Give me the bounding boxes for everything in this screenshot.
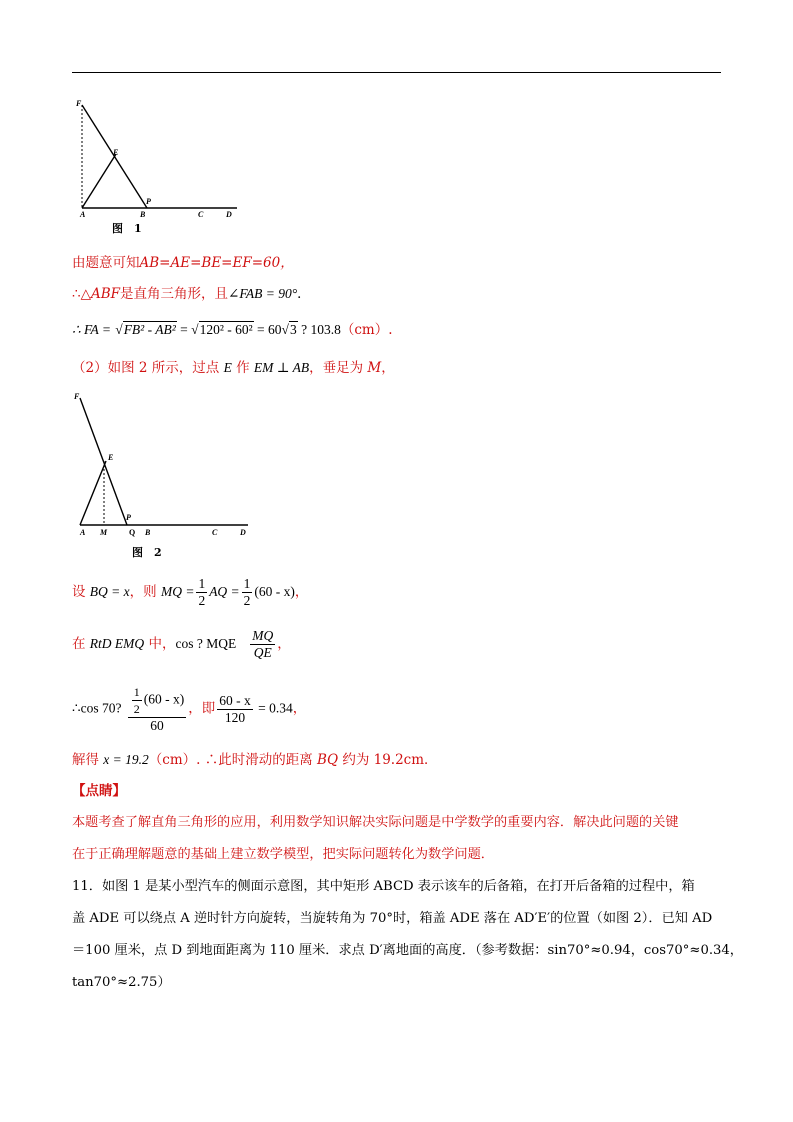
fig2-label-b: B <box>145 528 151 537</box>
solve-text: 解得 <box>72 752 104 768</box>
solution-end: 约为 19.2cm． <box>338 752 438 768</box>
angle-fab: ∠FAB = 90° <box>228 286 298 301</box>
given-text: 由题意可知 <box>72 255 140 271</box>
half-den-1: 2 <box>198 593 206 608</box>
inner-half-num: 1 <box>133 685 140 699</box>
half-den-2: 2 <box>243 593 251 608</box>
problem-11-line-3: ＝100 厘米，点 D 到地面距离为 110 厘米．求点 D′离地面的高度．（参考数据：sin70°≈0.94，cos70°≈0.34， <box>72 943 743 958</box>
half-num-1: 1 <box>198 576 206 591</box>
half-num-2: 1 <box>243 576 251 591</box>
bq-label: BQ <box>317 752 339 768</box>
triangle-abf: ABF <box>90 286 121 302</box>
half-fraction-1 <box>196 576 207 609</box>
figure-2 <box>72 390 252 565</box>
cos70-line <box>72 684 306 734</box>
comment-heading: 【点睛】 <box>72 783 126 799</box>
comma: ， <box>292 700 307 717</box>
fig2-caption: 图 2 <box>132 546 162 559</box>
right-triangle-line <box>72 282 311 302</box>
figure-1 <box>72 95 247 240</box>
problem-11-line-1: 11．如图 1 是某小型汽车的侧面示意图，其中矩形 ABCD 表示该车的后备箱，在打开后备箱的过程中，箱 <box>72 879 695 894</box>
sixty: = 60 <box>253 322 282 337</box>
aq-eq: AQ = <box>209 584 240 599</box>
comma: ， <box>381 360 395 376</box>
problem-11-line-2: 盖 ADE 可以绕点 A 逆时针方向旋转，当旋转角为 70°时，箱盖 ADE 落在 AD′E′的位置（如图 2）．已知 AD <box>72 911 713 926</box>
ratio-fraction <box>217 693 253 726</box>
sqrt-3: 3 <box>289 322 297 337</box>
fig1-label-c: C <box>198 210 204 219</box>
comma: ， <box>294 584 309 600</box>
then-text: ，则 <box>129 584 161 600</box>
namely-text: ，即 <box>188 700 216 717</box>
point-e: E <box>223 360 232 375</box>
fig1-label-e: E <box>113 148 119 157</box>
ratio-num: 60 - x <box>219 692 251 708</box>
fig2-label-q: Q <box>129 528 136 537</box>
sixty-den: 60 <box>150 718 164 733</box>
fig1-caption: 图 1 <box>112 222 142 235</box>
part2-line <box>72 356 395 376</box>
sqrt-fb-ab: FB² - AB² <box>123 322 176 337</box>
fa-label: ∴ FA = <box>72 322 111 337</box>
fig1-label-f: F <box>76 99 82 108</box>
sqrt-120-60: 120² - 60² <box>199 322 253 337</box>
approx-value: ? 103.8 <box>297 322 341 337</box>
in-suffix: 中， <box>144 636 176 652</box>
qe-den: QE <box>253 645 272 660</box>
fig2-label-e: E <box>108 453 114 462</box>
fig2-label-m: M <box>100 528 108 537</box>
cos70: cos 70? <box>80 700 122 716</box>
mq-num: MQ <box>252 628 274 643</box>
mq-eq: MQ = <box>160 584 195 599</box>
comma: ， <box>277 636 291 652</box>
comment-line-2: 在于正确理解题意的基础上建立数学模型，把实际问题转化为数学问题． <box>72 847 494 862</box>
fig1-label-a: A <box>80 210 86 219</box>
therefore-triangle: ∴△ <box>72 286 91 302</box>
ratio-den: 120 <box>224 709 246 725</box>
fa-calculation: ∴ FA = √FB² - AB² = √120² - 60² = 60√3 ? 103.8（cm）. <box>72 322 393 338</box>
fig2-label-f: F <box>74 392 80 401</box>
therefore: ∴ <box>72 700 81 717</box>
given-equalities: AB=AE=BE=EF=60， <box>139 255 294 271</box>
set-text: 设 <box>72 584 90 600</box>
cos-mqe: cos ? MQE <box>175 636 237 651</box>
fig1-label-p: P <box>146 197 151 206</box>
bq-eq-x: BQ = x <box>89 584 130 599</box>
fig2-label-a: A <box>80 528 86 537</box>
x-value: x = 19.2 <box>103 752 149 767</box>
fig2-label-d: D <box>240 528 246 537</box>
mq-over-qe <box>250 628 275 661</box>
foot-text: ，垂足为 <box>309 360 368 376</box>
right-triangle-text: 是直角三角形，且 <box>120 286 229 302</box>
fig1-label-b: B <box>140 210 146 219</box>
fig1-label-d: D <box>226 210 232 219</box>
solution-mid: （cm）. ∴此时滑动的距离 <box>148 752 318 768</box>
sixty-minus-x: (60 - x) <box>254 584 295 599</box>
unit-cm: （cm）. <box>340 322 393 338</box>
solution-line <box>72 748 438 768</box>
comment-line-1: 本题考查了解直角三角形的应用，利用数学知识解决实际问题是中学数学的重要内容．解决此问题的关键 <box>72 815 679 830</box>
header-rule <box>72 72 721 73</box>
fig2-label-p: P <box>126 513 131 522</box>
make-text: 作 <box>231 360 254 376</box>
equals-034: = 0.34 <box>254 700 293 716</box>
in-text: 在 <box>72 636 90 652</box>
given-line <box>72 251 294 271</box>
em-perp-ab: EM ⊥ AB <box>253 360 310 375</box>
cos70-fraction <box>128 684 187 734</box>
cos-mqe-line <box>72 628 291 661</box>
half-fraction-2 <box>242 576 253 609</box>
inner-half-den: 2 <box>133 702 140 716</box>
point-m: M <box>367 360 382 376</box>
problem-11-line-4: tan70°≈2.75） <box>72 975 171 990</box>
set-bq-line <box>72 576 308 609</box>
inner-sixty-minus-x: (60 - x) <box>143 691 185 707</box>
equals-1: = <box>176 322 192 337</box>
fig2-label-c: C <box>212 528 218 537</box>
period: ． <box>297 286 311 302</box>
rt-triangle-emq: RtD EMQ <box>89 636 145 651</box>
part2-intro: （2）如图 2 所示，过点 <box>72 360 224 376</box>
